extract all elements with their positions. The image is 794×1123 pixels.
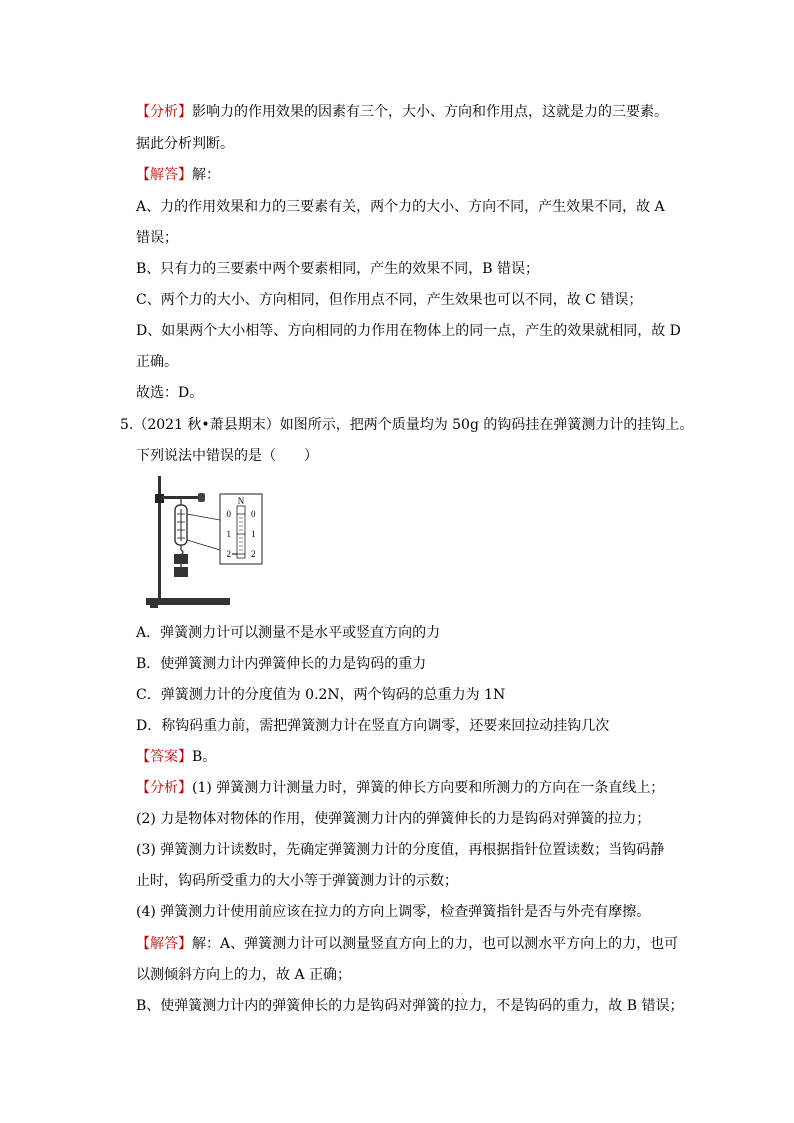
stand-base-foot (150, 605, 158, 608)
scale-tick-left-2: 2 (226, 549, 231, 559)
option-a: A．弹簧测力计可以测量不是水平或竖直方向的力 (136, 625, 441, 641)
question-5-analysis-3a: (3) 弹簧测力计读数时，先确定弹簧测力计的分度值，再根据指针位置读数；当钩码静 (136, 842, 665, 858)
option-d: D．称钩码重力前，需把弹簧测力计在竖直方向调零，还要来回拉动挂钩几次 (136, 718, 610, 734)
prev-choice: 故选：D。 (136, 385, 204, 401)
prev-analysis-line-2: 据此分析判断。 (136, 136, 234, 152)
answer-value: B。 (192, 749, 217, 765)
question-5-answer (136, 747, 216, 767)
prev-answer-c: C、两个力的大小、方向相同，但作用点不同，产生效果也可以不同，故 C 错误； (136, 292, 643, 308)
weight-2 (174, 567, 188, 577)
arm-knob (198, 493, 205, 502)
solution-tag: 【解答】 (136, 936, 192, 952)
scale-tick-left-1: 1 (226, 529, 231, 539)
prev-answer-a-line-2: 错误； (136, 230, 178, 246)
answer-tag: 【解答】 (136, 167, 192, 183)
question-5-analysis-4: (4) 弹簧测力计使用前应该在拉力的方向上调零，检查弹簧指针是否与外壳有摩擦。 (136, 904, 651, 920)
analysis-text: 影响力的作用效果的因素有三个，大小、方向和作用点，这就是力的三要素。 (192, 104, 668, 120)
option-c: C．弹簧测力计的分度值为 0.2N，两个钩码的总重力为 1N (136, 687, 506, 703)
question-5-stem-line-2: 下列说法中错误的是（ ） (136, 448, 318, 464)
prev-analysis-line-1 (136, 102, 668, 122)
spring-scale-figure (140, 470, 280, 612)
prev-answer-heading (136, 165, 220, 185)
answer-intro: 解： (192, 167, 220, 183)
analysis-tag: 【分析】 (136, 780, 192, 796)
stand-arm (161, 496, 201, 499)
prev-answer-b: B、只有力的三要素中两个要素相同，产生的效果不同，B 错误； (136, 261, 540, 277)
question-5-solution-a-line-2: 以测倾斜方向上的力，故 A 正确； (136, 967, 352, 983)
weight-1 (174, 554, 188, 564)
analysis-tag: 【分析】 (136, 104, 192, 120)
stand-base (146, 598, 230, 605)
question-5-analysis-1 (136, 778, 664, 798)
analysis-text: (1) 弹簧测力计测量力时，弹簧的伸长方向要和所测力的方向在一条直线上； (192, 780, 665, 796)
prev-answer-d-line-1: D、如果两个大小相等、方向相同的力作用在物体上的同一点，产生的效果就相同，故 D (136, 323, 681, 339)
scale-unit: N (237, 496, 245, 506)
question-5-solution-a-line-1 (136, 934, 678, 954)
answer-tag: 【答案】 (136, 749, 192, 765)
option-b: B．使弹簧测力计内弹簧伸长的力是钩码的重力 (136, 656, 427, 672)
question-5-solution-b: B、使弹簧测力计内的弹簧伸长的力是钩码对弹簧的拉力，不是钩码的重力，故 B 错误； (136, 998, 684, 1014)
scale-tick-right-1: 1 (251, 529, 256, 539)
question-5-analysis-3b: 止时，钩码所受重力的大小等于弹簧测力计的示数； (136, 873, 458, 889)
prev-answer-d-line-2: 正确。 (136, 354, 178, 370)
scale-tick-left-0: 0 (226, 509, 231, 519)
question-5-analysis-2: (2) 力是物体对物体的作用，使弹簧测力计内的弹簧伸长的力是钩码对弹簧的拉力； (136, 811, 651, 827)
prev-answer-a-line-1: A、力的作用效果和力的三要素有关，两个力的大小、方向不同，产生效果不同，故 A (136, 199, 665, 215)
scale-tick-right-2: 2 (251, 549, 256, 559)
solution-text: 解：A、弹簧测力计可以测量竖直方向上的力，也可以测水平方向上的力，也可 (192, 936, 679, 952)
scale-tick-right-0: 0 (251, 509, 256, 519)
question-5-stem-line-1: 5.（2021 秋•萧县期末）如图所示，把两个质量均为 50g 的钩码挂在弹簧测力计的挂钩上。 (120, 417, 694, 433)
